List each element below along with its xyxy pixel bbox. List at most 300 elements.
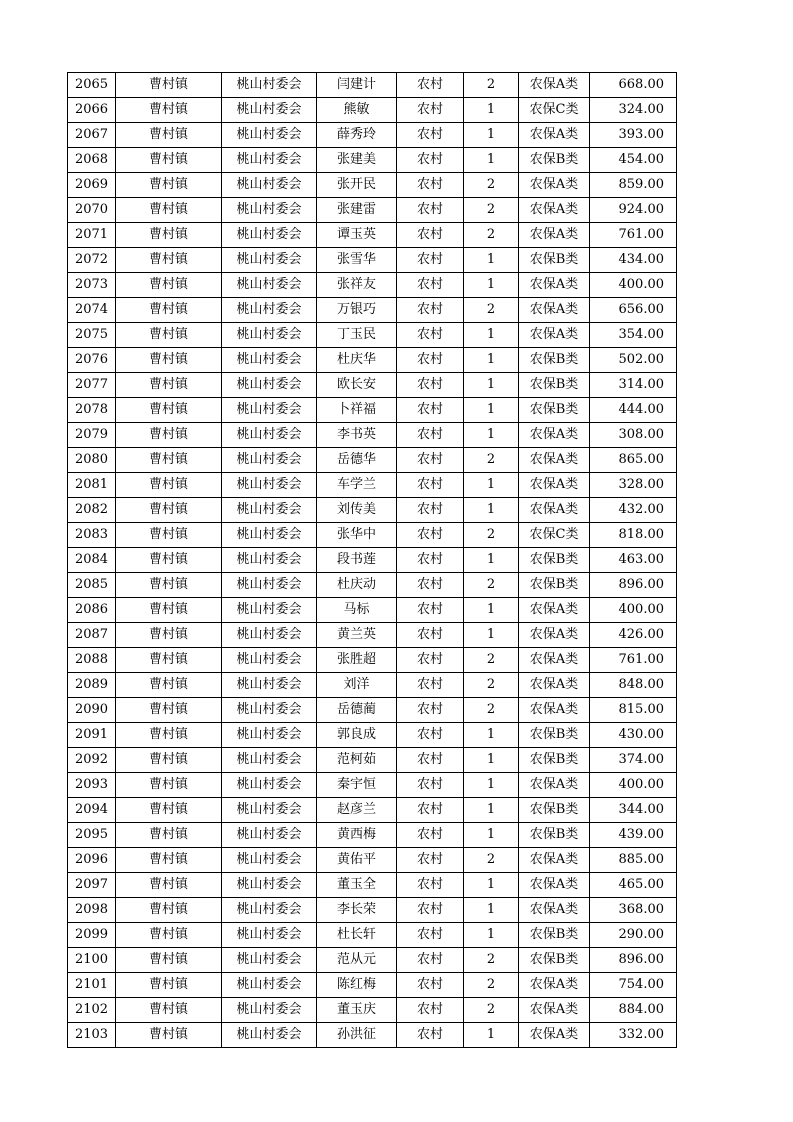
person-name-cell: 薛秀玲 <box>317 123 397 148</box>
insurance-category-cell: 农保B类 <box>519 748 590 773</box>
amount-cell: 393.00 <box>590 123 677 148</box>
insurance-category-cell: 农保B类 <box>519 398 590 423</box>
row-number-cell: 2065 <box>68 73 116 98</box>
area-type-cell: 农村 <box>397 998 464 1023</box>
table-row <box>68 873 677 898</box>
person-name-cell: 李书英 <box>317 423 397 448</box>
area-type-cell: 农村 <box>397 273 464 298</box>
town-cell: 曹村镇 <box>116 948 222 973</box>
town-cell: 曹村镇 <box>116 323 222 348</box>
amount-cell: 332.00 <box>590 1023 677 1048</box>
town-cell: 曹村镇 <box>116 823 222 848</box>
insurance-category-cell: 农保A类 <box>519 1023 590 1048</box>
village-committee-cell: 桃山村委会 <box>222 98 317 123</box>
table-row <box>68 723 677 748</box>
area-type-cell: 农村 <box>397 298 464 323</box>
town-cell: 曹村镇 <box>116 998 222 1023</box>
insurance-category-cell: 农保A类 <box>519 173 590 198</box>
table-row <box>68 1023 677 1048</box>
person-name-cell: 刘洋 <box>317 673 397 698</box>
village-committee-cell: 桃山村委会 <box>222 823 317 848</box>
row-number-cell: 2082 <box>68 498 116 523</box>
amount-cell: 463.00 <box>590 548 677 573</box>
area-type-cell: 农村 <box>397 498 464 523</box>
table-row <box>68 198 677 223</box>
household-count-cell: 2 <box>464 523 519 548</box>
village-committee-cell: 桃山村委会 <box>222 748 317 773</box>
amount-cell: 374.00 <box>590 748 677 773</box>
table-row <box>68 798 677 823</box>
insurance-category-cell: 农保A类 <box>519 323 590 348</box>
insurance-category-cell: 农保B类 <box>519 148 590 173</box>
town-cell: 曹村镇 <box>116 623 222 648</box>
insurance-category-cell: 农保A类 <box>519 423 590 448</box>
amount-cell: 896.00 <box>590 573 677 598</box>
town-cell: 曹村镇 <box>116 748 222 773</box>
village-committee-cell: 桃山村委会 <box>222 523 317 548</box>
amount-cell: 432.00 <box>590 498 677 523</box>
area-type-cell: 农村 <box>397 548 464 573</box>
amount-cell: 290.00 <box>590 923 677 948</box>
household-count-cell: 2 <box>464 298 519 323</box>
table-row <box>68 498 677 523</box>
area-type-cell: 农村 <box>397 98 464 123</box>
household-count-cell: 1 <box>464 348 519 373</box>
town-cell: 曹村镇 <box>116 573 222 598</box>
person-name-cell: 杜庆动 <box>317 573 397 598</box>
household-count-cell: 2 <box>464 998 519 1023</box>
insurance-category-cell: 农保A类 <box>519 998 590 1023</box>
row-number-cell: 2084 <box>68 548 116 573</box>
table-row <box>68 573 677 598</box>
person-name-cell: 黄兰英 <box>317 623 397 648</box>
household-count-cell: 2 <box>464 973 519 998</box>
household-count-cell: 1 <box>464 823 519 848</box>
insurance-category-cell: 农保A类 <box>519 498 590 523</box>
household-count-cell: 1 <box>464 398 519 423</box>
insurance-category-cell: 农保B类 <box>519 798 590 823</box>
person-name-cell: 刘传美 <box>317 498 397 523</box>
area-type-cell: 农村 <box>397 798 464 823</box>
village-committee-cell: 桃山村委会 <box>222 373 317 398</box>
town-cell: 曹村镇 <box>116 148 222 173</box>
household-count-cell: 2 <box>464 948 519 973</box>
row-number-cell: 2066 <box>68 98 116 123</box>
person-name-cell: 张开民 <box>317 173 397 198</box>
row-number-cell: 2102 <box>68 998 116 1023</box>
household-count-cell: 1 <box>464 723 519 748</box>
table-row <box>68 898 677 923</box>
table-row <box>68 448 677 473</box>
row-number-cell: 2067 <box>68 123 116 148</box>
table-row <box>68 473 677 498</box>
village-committee-cell: 桃山村委会 <box>222 273 317 298</box>
village-committee-cell: 桃山村委会 <box>222 973 317 998</box>
amount-cell: 815.00 <box>590 698 677 723</box>
household-count-cell: 1 <box>464 498 519 523</box>
table-row <box>68 248 677 273</box>
area-type-cell: 农村 <box>397 523 464 548</box>
person-name-cell: 丁玉民 <box>317 323 397 348</box>
amount-cell: 324.00 <box>590 98 677 123</box>
amount-cell: 308.00 <box>590 423 677 448</box>
insurance-category-cell: 农保B类 <box>519 723 590 748</box>
row-number-cell: 2070 <box>68 198 116 223</box>
village-committee-cell: 桃山村委会 <box>222 998 317 1023</box>
amount-cell: 896.00 <box>590 948 677 973</box>
area-type-cell: 农村 <box>397 748 464 773</box>
village-committee-cell: 桃山村委会 <box>222 573 317 598</box>
town-cell: 曹村镇 <box>116 873 222 898</box>
town-cell: 曹村镇 <box>116 798 222 823</box>
person-name-cell: 张胜超 <box>317 648 397 673</box>
row-number-cell: 2071 <box>68 223 116 248</box>
household-count-cell: 1 <box>464 623 519 648</box>
town-cell: 曹村镇 <box>116 348 222 373</box>
row-number-cell: 2088 <box>68 648 116 673</box>
household-count-cell: 2 <box>464 173 519 198</box>
village-committee-cell: 桃山村委会 <box>222 898 317 923</box>
person-name-cell: 卜祥福 <box>317 398 397 423</box>
table-row <box>68 348 677 373</box>
area-type-cell: 农村 <box>397 723 464 748</box>
town-cell: 曹村镇 <box>116 523 222 548</box>
town-cell: 曹村镇 <box>116 973 222 998</box>
table-row <box>68 373 677 398</box>
person-name-cell: 董玉全 <box>317 873 397 898</box>
household-count-cell: 2 <box>464 648 519 673</box>
person-name-cell: 杜长轩 <box>317 923 397 948</box>
village-committee-cell: 桃山村委会 <box>222 298 317 323</box>
household-count-cell: 1 <box>464 873 519 898</box>
household-count-cell: 1 <box>464 423 519 448</box>
table-row <box>68 98 677 123</box>
person-name-cell: 董玉庆 <box>317 998 397 1023</box>
table-row <box>68 598 677 623</box>
person-name-cell: 陈红梅 <box>317 973 397 998</box>
household-count-cell: 1 <box>464 373 519 398</box>
table-row <box>68 923 677 948</box>
row-number-cell: 2073 <box>68 273 116 298</box>
amount-cell: 400.00 <box>590 773 677 798</box>
town-cell: 曹村镇 <box>116 773 222 798</box>
table-row <box>68 948 677 973</box>
insurance-category-cell: 农保A类 <box>519 73 590 98</box>
table-row <box>68 773 677 798</box>
area-type-cell: 农村 <box>397 598 464 623</box>
area-type-cell: 农村 <box>397 1023 464 1048</box>
person-name-cell: 段书莲 <box>317 548 397 573</box>
village-committee-cell: 桃山村委会 <box>222 723 317 748</box>
row-number-cell: 2090 <box>68 698 116 723</box>
row-number-cell: 2075 <box>68 323 116 348</box>
row-number-cell: 2079 <box>68 423 116 448</box>
town-cell: 曹村镇 <box>116 223 222 248</box>
amount-cell: 426.00 <box>590 623 677 648</box>
amount-cell: 668.00 <box>590 73 677 98</box>
town-cell: 曹村镇 <box>116 498 222 523</box>
row-number-cell: 2078 <box>68 398 116 423</box>
town-cell: 曹村镇 <box>116 1023 222 1048</box>
household-count-cell: 2 <box>464 223 519 248</box>
area-type-cell: 农村 <box>397 198 464 223</box>
town-cell: 曹村镇 <box>116 373 222 398</box>
row-number-cell: 2068 <box>68 148 116 173</box>
table-row <box>68 548 677 573</box>
insurance-category-cell: 农保B类 <box>519 948 590 973</box>
insurance-category-cell: 农保A类 <box>519 473 590 498</box>
village-committee-cell: 桃山村委会 <box>222 848 317 873</box>
person-name-cell: 范柯茹 <box>317 748 397 773</box>
town-cell: 曹村镇 <box>116 923 222 948</box>
amount-cell: 656.00 <box>590 298 677 323</box>
insurance-category-cell: 农保A类 <box>519 698 590 723</box>
household-count-cell: 1 <box>464 473 519 498</box>
person-name-cell: 万银巧 <box>317 298 397 323</box>
household-count-cell: 1 <box>464 798 519 823</box>
town-cell: 曹村镇 <box>116 73 222 98</box>
table-row <box>68 223 677 248</box>
row-number-cell: 2101 <box>68 973 116 998</box>
table-row <box>68 123 677 148</box>
insurance-category-cell: 农保A类 <box>519 448 590 473</box>
insurance-category-cell: 农保A类 <box>519 298 590 323</box>
person-name-cell: 李长荣 <box>317 898 397 923</box>
person-name-cell: 张雪华 <box>317 248 397 273</box>
village-committee-cell: 桃山村委会 <box>222 173 317 198</box>
town-cell: 曹村镇 <box>116 198 222 223</box>
insurance-category-cell: 农保B类 <box>519 248 590 273</box>
household-count-cell: 1 <box>464 773 519 798</box>
table-row <box>68 623 677 648</box>
person-name-cell: 闫建计 <box>317 73 397 98</box>
amount-cell: 439.00 <box>590 823 677 848</box>
village-committee-cell: 桃山村委会 <box>222 773 317 798</box>
person-name-cell: 欧长安 <box>317 373 397 398</box>
row-number-cell: 2074 <box>68 298 116 323</box>
table-row <box>68 423 677 448</box>
table-row <box>68 173 677 198</box>
insurance-category-cell: 农保B类 <box>519 348 590 373</box>
insurance-category-cell: 农保B类 <box>519 573 590 598</box>
area-type-cell: 农村 <box>397 823 464 848</box>
person-name-cell: 岳德蔺 <box>317 698 397 723</box>
person-name-cell: 赵彦兰 <box>317 798 397 823</box>
row-number-cell: 2081 <box>68 473 116 498</box>
village-committee-cell: 桃山村委会 <box>222 248 317 273</box>
row-number-cell: 2099 <box>68 923 116 948</box>
village-committee-cell: 桃山村委会 <box>222 148 317 173</box>
table-row <box>68 823 677 848</box>
household-count-cell: 1 <box>464 98 519 123</box>
household-count-cell: 1 <box>464 923 519 948</box>
amount-cell: 502.00 <box>590 348 677 373</box>
row-number-cell: 2092 <box>68 748 116 773</box>
amount-cell: 884.00 <box>590 998 677 1023</box>
town-cell: 曹村镇 <box>116 448 222 473</box>
insurance-category-cell: 农保A类 <box>519 648 590 673</box>
household-count-cell: 2 <box>464 698 519 723</box>
table-row <box>68 648 677 673</box>
amount-cell: 859.00 <box>590 173 677 198</box>
insurance-category-cell: 农保B类 <box>519 823 590 848</box>
insurance-category-cell: 农保A类 <box>519 623 590 648</box>
amount-cell: 885.00 <box>590 848 677 873</box>
table-row <box>68 73 677 98</box>
area-type-cell: 农村 <box>397 323 464 348</box>
village-committee-cell: 桃山村委会 <box>222 223 317 248</box>
village-committee-cell: 桃山村委会 <box>222 323 317 348</box>
amount-cell: 818.00 <box>590 523 677 548</box>
amount-cell: 368.00 <box>590 898 677 923</box>
household-count-cell: 1 <box>464 748 519 773</box>
household-count-cell: 2 <box>464 573 519 598</box>
row-number-cell: 2076 <box>68 348 116 373</box>
amount-cell: 924.00 <box>590 198 677 223</box>
insurance-category-cell: 农保B类 <box>519 548 590 573</box>
village-committee-cell: 桃山村委会 <box>222 73 317 98</box>
insurance-category-cell: 农保A类 <box>519 198 590 223</box>
insurance-category-cell: 农保A类 <box>519 973 590 998</box>
household-count-cell: 2 <box>464 673 519 698</box>
town-cell: 曹村镇 <box>116 723 222 748</box>
row-number-cell: 2098 <box>68 898 116 923</box>
amount-cell: 314.00 <box>590 373 677 398</box>
amount-cell: 454.00 <box>590 148 677 173</box>
insurance-category-cell: 农保B类 <box>519 373 590 398</box>
table-row <box>68 673 677 698</box>
person-name-cell: 张华中 <box>317 523 397 548</box>
town-cell: 曹村镇 <box>116 423 222 448</box>
insurance-category-cell: 农保A类 <box>519 898 590 923</box>
amount-cell: 430.00 <box>590 723 677 748</box>
row-number-cell: 2100 <box>68 948 116 973</box>
town-cell: 曹村镇 <box>116 673 222 698</box>
beneficiary-table <box>67 72 677 1048</box>
area-type-cell: 农村 <box>397 673 464 698</box>
person-name-cell: 秦宇恒 <box>317 773 397 798</box>
area-type-cell: 农村 <box>397 573 464 598</box>
row-number-cell: 2086 <box>68 598 116 623</box>
area-type-cell: 农村 <box>397 248 464 273</box>
town-cell: 曹村镇 <box>116 698 222 723</box>
insurance-category-cell: 农保A类 <box>519 598 590 623</box>
area-type-cell: 农村 <box>397 223 464 248</box>
person-name-cell: 黄西梅 <box>317 823 397 848</box>
row-number-cell: 2103 <box>68 1023 116 1048</box>
person-name-cell: 谭玉英 <box>317 223 397 248</box>
village-committee-cell: 桃山村委会 <box>222 923 317 948</box>
amount-cell: 400.00 <box>590 273 677 298</box>
amount-cell: 444.00 <box>590 398 677 423</box>
table-row <box>68 398 677 423</box>
person-name-cell: 张建美 <box>317 148 397 173</box>
amount-cell: 434.00 <box>590 248 677 273</box>
village-committee-cell: 桃山村委会 <box>222 548 317 573</box>
household-count-cell: 1 <box>464 323 519 348</box>
area-type-cell: 农村 <box>397 173 464 198</box>
insurance-category-cell: 农保C类 <box>519 523 590 548</box>
person-name-cell: 郭良成 <box>317 723 397 748</box>
village-committee-cell: 桃山村委会 <box>222 673 317 698</box>
village-committee-cell: 桃山村委会 <box>222 348 317 373</box>
village-committee-cell: 桃山村委会 <box>222 423 317 448</box>
area-type-cell: 农村 <box>397 773 464 798</box>
insurance-category-cell: 农保A类 <box>519 123 590 148</box>
household-count-cell: 1 <box>464 148 519 173</box>
village-committee-cell: 桃山村委会 <box>222 948 317 973</box>
amount-cell: 848.00 <box>590 673 677 698</box>
table-row <box>68 323 677 348</box>
insurance-category-cell: 农保A类 <box>519 873 590 898</box>
person-name-cell: 张建雷 <box>317 198 397 223</box>
row-number-cell: 2077 <box>68 373 116 398</box>
table-row <box>68 148 677 173</box>
village-committee-cell: 桃山村委会 <box>222 473 317 498</box>
amount-cell: 754.00 <box>590 973 677 998</box>
table-body <box>68 73 677 1048</box>
town-cell: 曹村镇 <box>116 848 222 873</box>
table-row <box>68 973 677 998</box>
row-number-cell: 2095 <box>68 823 116 848</box>
area-type-cell: 农村 <box>397 473 464 498</box>
insurance-category-cell: 农保A类 <box>519 223 590 248</box>
insurance-category-cell: 农保B类 <box>519 923 590 948</box>
household-count-cell: 1 <box>464 248 519 273</box>
row-number-cell: 2083 <box>68 523 116 548</box>
person-name-cell: 岳德华 <box>317 448 397 473</box>
area-type-cell: 农村 <box>397 698 464 723</box>
village-committee-cell: 桃山村委会 <box>222 873 317 898</box>
amount-cell: 865.00 <box>590 448 677 473</box>
village-committee-cell: 桃山村委会 <box>222 123 317 148</box>
household-count-cell: 1 <box>464 598 519 623</box>
area-type-cell: 农村 <box>397 948 464 973</box>
area-type-cell: 农村 <box>397 373 464 398</box>
amount-cell: 344.00 <box>590 798 677 823</box>
area-type-cell: 农村 <box>397 123 464 148</box>
area-type-cell: 农村 <box>397 623 464 648</box>
household-count-cell: 2 <box>464 448 519 473</box>
town-cell: 曹村镇 <box>116 598 222 623</box>
town-cell: 曹村镇 <box>116 548 222 573</box>
amount-cell: 328.00 <box>590 473 677 498</box>
amount-cell: 354.00 <box>590 323 677 348</box>
amount-cell: 761.00 <box>590 223 677 248</box>
person-name-cell: 范从元 <box>317 948 397 973</box>
area-type-cell: 农村 <box>397 648 464 673</box>
area-type-cell: 农村 <box>397 898 464 923</box>
household-count-cell: 1 <box>464 898 519 923</box>
table-row <box>68 748 677 773</box>
area-type-cell: 农村 <box>397 398 464 423</box>
village-committee-cell: 桃山村委会 <box>222 398 317 423</box>
insurance-category-cell: 农保A类 <box>519 848 590 873</box>
village-committee-cell: 桃山村委会 <box>222 1023 317 1048</box>
area-type-cell: 农村 <box>397 73 464 98</box>
town-cell: 曹村镇 <box>116 173 222 198</box>
table-row <box>68 848 677 873</box>
village-committee-cell: 桃山村委会 <box>222 498 317 523</box>
amount-cell: 761.00 <box>590 648 677 673</box>
row-number-cell: 2072 <box>68 248 116 273</box>
town-cell: 曹村镇 <box>116 648 222 673</box>
town-cell: 曹村镇 <box>116 898 222 923</box>
town-cell: 曹村镇 <box>116 473 222 498</box>
household-count-cell: 1 <box>464 123 519 148</box>
town-cell: 曹村镇 <box>116 98 222 123</box>
village-committee-cell: 桃山村委会 <box>222 448 317 473</box>
